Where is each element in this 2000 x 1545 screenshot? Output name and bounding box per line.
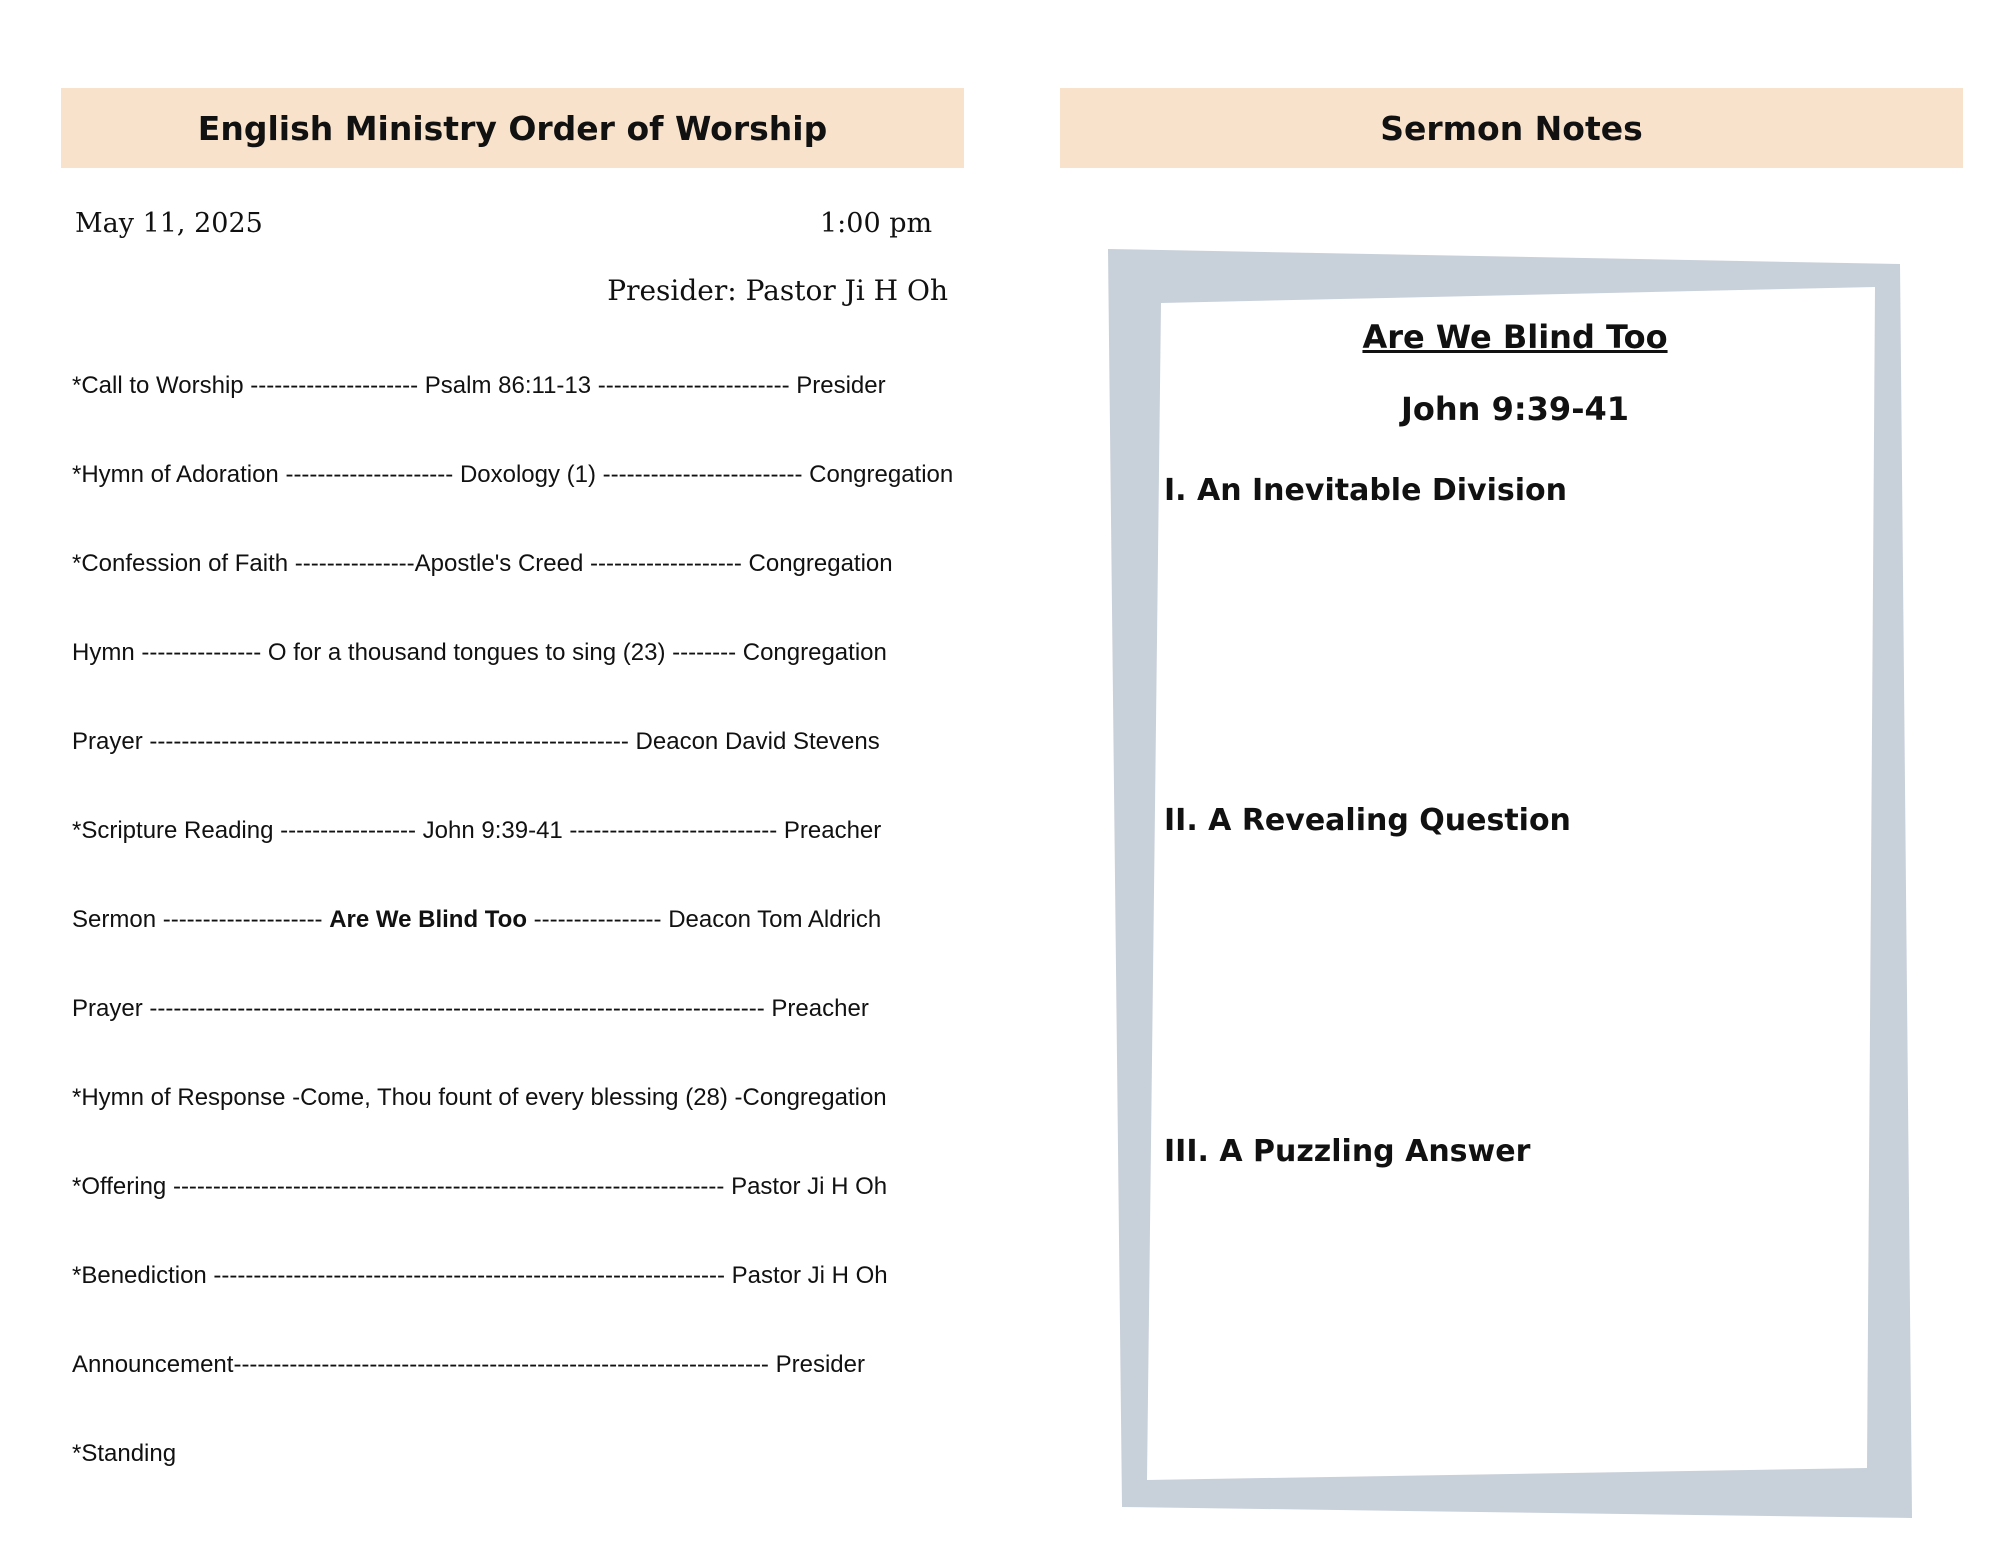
worship-item-text: Hymn --------------- O for a thousand tongues to sing (23) -------- Congregation xyxy=(72,639,887,666)
worship-item-bold-text: Are We Blind Too xyxy=(329,906,527,933)
sermon-point-2: II. A Revealing Question xyxy=(1164,803,1571,838)
sermon-point-1: I. An Inevitable Division xyxy=(1164,473,1567,508)
sermon-notes-header xyxy=(1060,88,1963,168)
sermon-notes-title: Sermon Notes xyxy=(1380,108,1643,148)
sermon-title: Are We Blind Too xyxy=(1362,318,1668,356)
worship-item xyxy=(72,1440,952,1468)
worship-item xyxy=(72,1173,952,1201)
worship-item-text: *Scripture Reading ----------------- John 9:39-41 -------------------------- Preacher xyxy=(72,817,882,844)
worship-item-text-suffix: ---------------- Deacon Tom Aldrich xyxy=(527,906,882,933)
service-date: May 11, 2025 xyxy=(75,208,263,239)
worship-item xyxy=(72,639,952,667)
worship-item-text: *Hymn of Response -Come, Thou fount of every blessing (28) -Congregation xyxy=(72,1084,887,1111)
worship-item-text: Announcement------------------------------------------------------------------- Presider xyxy=(72,1351,865,1378)
worship-item-text: Prayer ----------------------------------------------------------------------------- Preacher xyxy=(72,995,869,1022)
order-of-worship-title: English Ministry Order of Worship xyxy=(197,108,828,148)
worship-item xyxy=(72,550,952,578)
presider-line: Presider: Pastor Ji H Oh xyxy=(607,274,948,307)
worship-item-text: *Standing xyxy=(72,1440,177,1467)
worship-item-text: Sermon -------------------- xyxy=(72,906,330,933)
worship-item xyxy=(72,372,952,400)
worship-item xyxy=(72,1084,952,1112)
sermon-point-3: III. A Puzzling Answer xyxy=(1164,1134,1531,1169)
worship-item-text: *Call to Worship --------------------- Psalm 86:11-13 ------------------------ Presider xyxy=(72,372,886,399)
notes-frame-inner xyxy=(1147,287,1875,1480)
worship-item-text: *Hymn of Adoration --------------------- Doxology (1) ------------------------- Congregation xyxy=(72,461,954,488)
worship-item-text: *Offering --------------------------------------------------------------------- Pastor Ji H Oh xyxy=(72,1173,888,1200)
worship-item xyxy=(72,817,952,845)
worship-item-text: *Confession of Faith ---------------Apostle's Creed ------------------- Congregation xyxy=(72,550,893,577)
order-of-worship-header xyxy=(61,88,964,168)
worship-item xyxy=(72,906,952,934)
worship-item xyxy=(72,461,952,489)
worship-item-text: *Benediction ---------------------------------------------------------------- Pastor Ji H Oh xyxy=(72,1262,888,1289)
worship-item xyxy=(72,1351,952,1379)
notes-frame xyxy=(1100,240,1930,1530)
service-time: 1:00 pm xyxy=(820,208,933,239)
worship-item-text: Prayer ------------------------------------------------------------ Deacon David Stevens xyxy=(72,728,880,755)
worship-item xyxy=(72,995,952,1023)
sermon-scripture: John 9:39-41 xyxy=(1401,390,1629,428)
worship-item xyxy=(72,728,952,756)
worship-item xyxy=(72,1262,952,1290)
